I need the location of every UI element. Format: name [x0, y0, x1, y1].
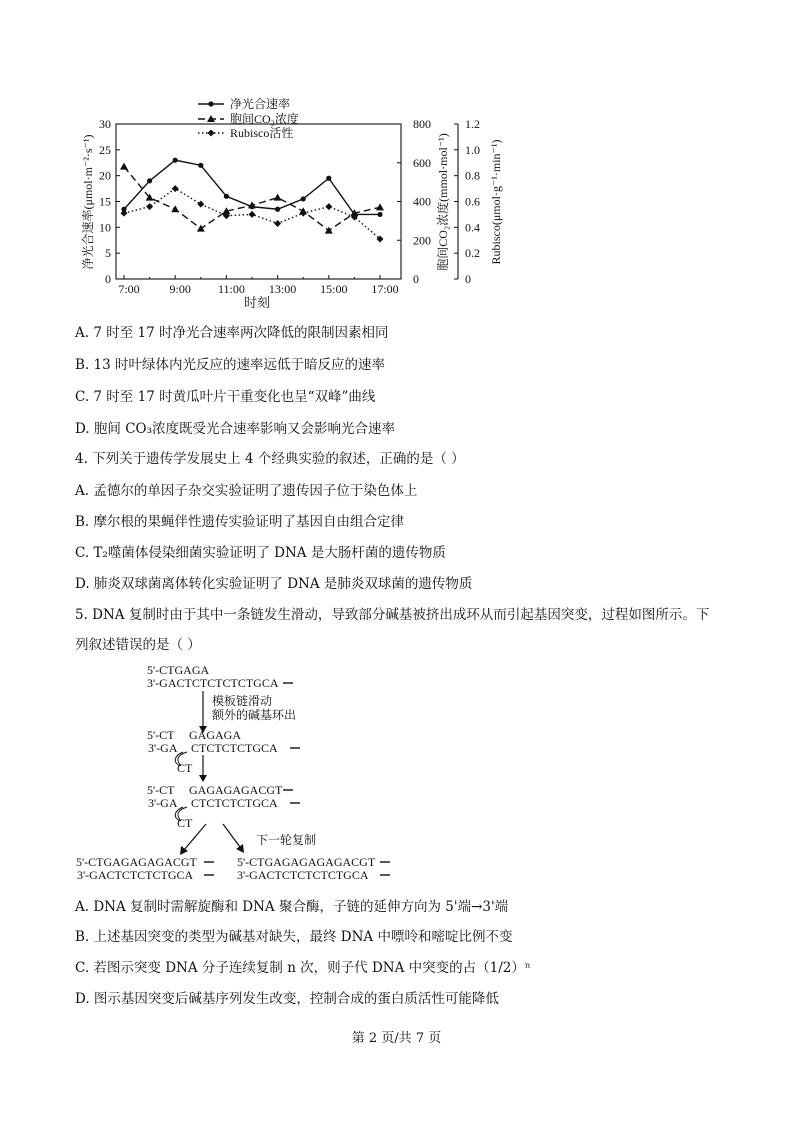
- stage3-top-strand-b: GAGAGAGACGT: [189, 783, 283, 797]
- right-axis-tick-label: 1.2: [465, 117, 480, 131]
- middle-axis-label: 胞间CO₂浓度(mmol·mol⁻¹): [436, 133, 450, 271]
- point-co2: [120, 163, 128, 170]
- mid-axis-tick-label: 600: [413, 155, 431, 170]
- q4-option-a: A. 孟德尔的单因子杂交实验证明了遗传因子位于染色体上: [75, 483, 418, 499]
- right-axis-tick-label: 0.2: [465, 246, 480, 261]
- q4-stem: 4. 下列关于遗传学发展史上 4 个经典实验的叙述，正确的是（ ）: [75, 451, 465, 467]
- point-co2: [197, 225, 205, 232]
- mid-axis-tick-label: 400: [413, 194, 431, 209]
- left-axis-tick-label: 10: [99, 220, 111, 235]
- x-tick-label: 11:00: [217, 282, 245, 296]
- q3-option-b: B. 13 时叶绿体内光反应的速率远低于暗反应的速率: [75, 357, 385, 373]
- point-rubisco: [121, 210, 128, 217]
- point-co2: [325, 227, 333, 234]
- note-extra-base-loop: 额外的碱基环出: [212, 708, 297, 722]
- point-rubisco: [197, 201, 204, 208]
- right-axis-tick-label: 1.0: [465, 142, 480, 157]
- stage1-bottom-strand: 3'-GACTCTCTCTCTGCA: [147, 676, 279, 690]
- left-axis-tick-label: 30: [99, 117, 111, 131]
- x-tick-label: 13:00: [268, 282, 297, 296]
- left-axis-tick-label: 0: [105, 272, 111, 286]
- q3-option-a: A. 7 时至 17 时净光合速率两次降低的限制因素相同: [75, 325, 389, 341]
- series-line-1: [124, 167, 380, 231]
- loop2-bases: CT: [177, 816, 193, 830]
- point-co2: [171, 205, 179, 212]
- stage2-bottom-strand-b: CTCTCTCTGCA: [191, 741, 278, 755]
- q5-option-b: B. 上述基因突变的类型为碱基对缺失，最终 DNA 中嘌呤和嘧啶比例不变: [75, 929, 513, 945]
- mid-axis-tick-label: 800: [413, 117, 431, 131]
- point-net-rate: [173, 158, 178, 163]
- point-net-rate: [147, 178, 152, 183]
- mid-axis-tick-label: 200: [413, 233, 431, 248]
- point-net-rate: [275, 207, 280, 212]
- x-axis-label: 时刻: [243, 295, 271, 310]
- q4-option-d: D. 肺炎双球菌离体转化实验证明了 DNA 是肺炎双球菌的遗传物质: [75, 576, 473, 592]
- q5-option-d: D. 图示基因突变后碱基序列发生改变，控制合成的蛋白质活性可能降低: [75, 991, 499, 1007]
- point-rubisco: [249, 211, 256, 218]
- q5-stem-line1: 5. DNA 复制时由于其中一条链发生滑动，导致部分碱基被挤出成环从而引起基因突变，过程如图所示。下: [75, 607, 710, 623]
- note-template-slip: 模板链滑动: [212, 694, 273, 708]
- legend-label-rubisco: Rubisco活性: [230, 126, 294, 140]
- right-axis-label: Rubisco(μmol·g⁻¹·min⁻¹): [489, 139, 503, 265]
- left-y-axis: [99, 117, 120, 286]
- point-net-rate: [301, 196, 306, 201]
- legend-label-co2: 胞间CO₂浓度: [230, 112, 299, 126]
- point-rubisco: [172, 185, 179, 192]
- right-axis-tick-label: 0.8: [465, 168, 480, 183]
- page-footer: 第 2 页/共 7 页: [351, 1031, 442, 1046]
- q4-option-b: B. 摩尔根的果蝇伴性遗传实验证明了基因自由组合定律: [75, 514, 405, 530]
- middle-y-axis: [397, 117, 431, 286]
- x-axis: [118, 275, 398, 296]
- product2-top: 5'-CTGAGAGAGAGACGT: [237, 855, 376, 869]
- point-net-rate: [224, 194, 229, 199]
- legend-label-net-rate: 净光合速率: [230, 97, 291, 111]
- q5-option-a: A. DNA 复制时需解旋酶和 DNA 聚合酶，子链的延伸方向为 5'端→3'端: [75, 899, 509, 915]
- point-net-rate: [326, 176, 331, 181]
- q3-option-c: C. 7 时至 17 时黄瓜叶片干重变化也呈“双峰”曲线: [75, 389, 376, 405]
- point-rubisco: [274, 220, 281, 227]
- point-co2: [274, 194, 282, 201]
- stage3-bottom-strand-a: 3'-GA: [148, 796, 178, 810]
- mid-axis-tick-label: 0: [413, 272, 419, 286]
- x-tick-label: 9:00: [169, 282, 191, 296]
- q4-option-c: C. T₂噬菌体侵染细菌实验证明了 DNA 是大肠杆菌的遗传物质: [75, 545, 446, 561]
- right-axis-tick-label: 0: [465, 272, 471, 286]
- point-net-rate: [377, 212, 382, 217]
- left-axis-tick-label: 15: [99, 194, 111, 209]
- photosynthesis-chart: [0, 0, 793, 320]
- product2-bottom: 3'-GACTCTCTCTCTGCA: [237, 868, 369, 882]
- stage3-bottom-strand-b: CTCTCTCTGCA: [191, 796, 278, 810]
- point-rubisco: [146, 203, 153, 210]
- q5-stem-line2: 列叙述错误的是（ ）: [75, 637, 201, 653]
- left-axis-tick-label: 5: [105, 246, 111, 261]
- point-net-rate: [198, 163, 203, 168]
- q5-option-c: C. 若图示突变 DNA 分子连续复制 n 次，则子代 DNA 中突变的占（1/2）ⁿ: [75, 960, 531, 976]
- point-rubisco: [325, 203, 332, 210]
- stage2-top-strand-b: GAGAGA: [189, 728, 241, 742]
- right-axis-tick-label: 0.4: [465, 220, 480, 235]
- right-axis-tick-label: 0.6: [465, 194, 480, 209]
- x-tick-label: 7:00: [118, 282, 140, 296]
- stage2-top-strand-a: 5'-CT: [147, 728, 175, 742]
- dna-slippage-diagram: [0, 660, 793, 890]
- series-layer: [120, 158, 384, 243]
- right-y-axis: [454, 117, 480, 286]
- left-axis-label: 净光合速率(μmol·m⁻²·s⁻¹): [81, 134, 95, 270]
- stage2-bottom-strand-a: 3'-GA: [148, 741, 178, 755]
- q3-option-d: D. 胞间 CO₃浓度既受光合速率影响又会影响光合速率: [75, 421, 396, 437]
- stage1-top-strand: 5'-CTGAGA: [147, 663, 210, 677]
- note-next-round: 下一轮复制: [256, 833, 317, 847]
- loop1-bases: CT: [177, 761, 193, 775]
- product1-top: 5'-CTGAGAGAGACGT: [76, 855, 197, 869]
- x-tick-label: 15:00: [320, 282, 348, 296]
- product1-bottom: 3'-GACTCTCTCTGCA: [77, 868, 194, 882]
- point-co2: [376, 203, 384, 210]
- stage3-top-strand-a: 5'-CT: [147, 783, 175, 797]
- left-axis-tick-label: 25: [99, 142, 111, 157]
- x-tick-label: 17:00: [371, 282, 399, 296]
- left-axis-tick-label: 20: [99, 168, 111, 183]
- chart-legend: [198, 96, 299, 140]
